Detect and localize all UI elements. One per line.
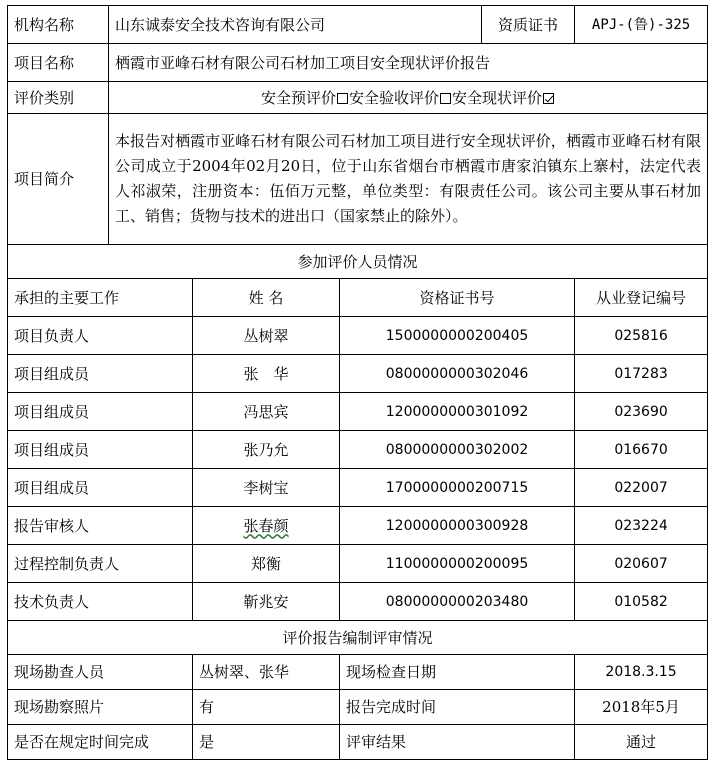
- review-value-1: 是: [193, 725, 340, 760]
- org-row: [8, 6, 708, 44]
- review-value-2: 2018年5月: [575, 690, 708, 725]
- review-label-2: 报告完成时间: [340, 690, 575, 725]
- staff-role: 项目组成员: [8, 431, 193, 469]
- staff-cert: 1200000000300928: [340, 507, 575, 545]
- project-row: [8, 44, 708, 82]
- info-table: [7, 5, 708, 760]
- table-row: [8, 431, 708, 469]
- staff-section-title: 参加评价人员情况: [8, 245, 708, 279]
- staff-role: 技术负责人: [8, 583, 193, 621]
- review-value-1: 丛树翠、张华: [193, 655, 340, 690]
- staff-name: 丛树翠: [193, 317, 340, 355]
- staff-name: 靳兆安: [193, 583, 340, 621]
- table-row: [8, 583, 708, 621]
- review-row: [8, 725, 708, 760]
- org-label: 机构名称: [8, 6, 109, 44]
- table-row: [8, 545, 708, 583]
- category-options: [109, 82, 708, 114]
- staff-role: 过程控制负责人: [8, 545, 193, 583]
- staff-cert: 1500000000200405: [340, 317, 575, 355]
- intro-label: 项目简介: [8, 114, 109, 245]
- table-row: [8, 355, 708, 393]
- option-acceptance-evaluation: 安全验收评价: [349, 88, 440, 107]
- staff-name: 张 华: [193, 355, 340, 393]
- review-label-2: 评审结果: [340, 725, 575, 760]
- staff-name: 郑衡: [193, 545, 340, 583]
- header-role: 承担的主要工作: [8, 279, 193, 317]
- status-evaluation-checkbox[interactable]: [543, 93, 554, 104]
- staff-role: 项目组成员: [8, 469, 193, 507]
- staff-role: 项目组成员: [8, 355, 193, 393]
- review-label-1: 是否在规定时间完成: [8, 725, 193, 760]
- project-value: 栖霞市亚峰石材有限公司石材加工项目安全现状评价报告: [109, 44, 708, 82]
- staff-reg: 010582: [575, 583, 708, 621]
- cert-value: APJ-(鲁)-325: [575, 6, 708, 44]
- project-label: 项目名称: [8, 44, 109, 82]
- review-label-1: 现场勘查人员: [8, 655, 193, 690]
- review-row: [8, 690, 708, 725]
- staff-reg: 017283: [575, 355, 708, 393]
- staff-cert: 1700000000200715: [340, 469, 575, 507]
- staff-reg: 025816: [575, 317, 708, 355]
- review-label-1: 现场勘察照片: [8, 690, 193, 725]
- staff-role: 项目负责人: [8, 317, 193, 355]
- staff-reg: 023690: [575, 393, 708, 431]
- staff-header-row: [8, 279, 708, 317]
- table-row: [8, 469, 708, 507]
- review-row: [8, 655, 708, 690]
- review-section-title: 评价报告编制评审情况: [8, 621, 708, 655]
- category-row: [8, 82, 708, 114]
- staff-name: 冯思宾: [193, 393, 340, 431]
- intro-row: [8, 114, 708, 245]
- acceptance-evaluation-checkbox[interactable]: [440, 93, 451, 104]
- staff-cert: 0800000000302002: [340, 431, 575, 469]
- header-cert: 资格证书号: [340, 279, 575, 317]
- pre-evaluation-checkbox[interactable]: [337, 93, 348, 104]
- table-row: [8, 317, 708, 355]
- staff-reg: 020607: [575, 545, 708, 583]
- header-reg: 从业登记编号: [575, 279, 708, 317]
- staff-reg: 016670: [575, 431, 708, 469]
- staff-name: 张乃允: [193, 431, 340, 469]
- intro-text: 本报告对栖霞市亚峰石材有限公司石材加工项目进行安全现状评价，栖霞市亚峰石材有限公司成立于2004年02月20日，位于山东省烟台市栖霞市唐家泊镇东上寨村，法定代表人祁淑荣，注册资本：伍佰万元整，单位类型：有限责任公司。该公司主要从事石材加工、销售；货物与技术的进出口（国家禁止的除外）。: [109, 114, 708, 245]
- review-section-row: [8, 621, 708, 655]
- review-label-2: 现场检查日期: [340, 655, 575, 690]
- staff-reg: 023224: [575, 507, 708, 545]
- staff-role: 项目组成员: [8, 393, 193, 431]
- table-row: [8, 393, 708, 431]
- staff-name: 李树宝: [193, 469, 340, 507]
- review-value-2: 2018.3.15: [575, 655, 708, 690]
- category-label: 评价类别: [8, 82, 109, 114]
- staff-reg: 022007: [575, 469, 708, 507]
- staff-section-row: [8, 245, 708, 279]
- staff-cert: 0800000000302046: [340, 355, 575, 393]
- staff-cert: 0800000000203480: [340, 583, 575, 621]
- review-value-2: 通过: [575, 725, 708, 760]
- header-name: 姓 名: [193, 279, 340, 317]
- cert-label: 资质证书: [482, 6, 575, 44]
- staff-name: [193, 507, 340, 545]
- staff-cert: 1200000000301092: [340, 393, 575, 431]
- table-row: [8, 507, 708, 545]
- review-value-1: 有: [193, 690, 340, 725]
- option-status-evaluation: 安全现状评价: [452, 88, 543, 107]
- staff-cert: 1100000000200095: [340, 545, 575, 583]
- option-pre-evaluation: 安全预评价: [261, 88, 337, 107]
- staff-name-text: 张春颜: [243, 516, 289, 535]
- org-value: 山东诚泰安全技术咨询有限公司: [109, 6, 482, 44]
- staff-role: 报告审核人: [8, 507, 193, 545]
